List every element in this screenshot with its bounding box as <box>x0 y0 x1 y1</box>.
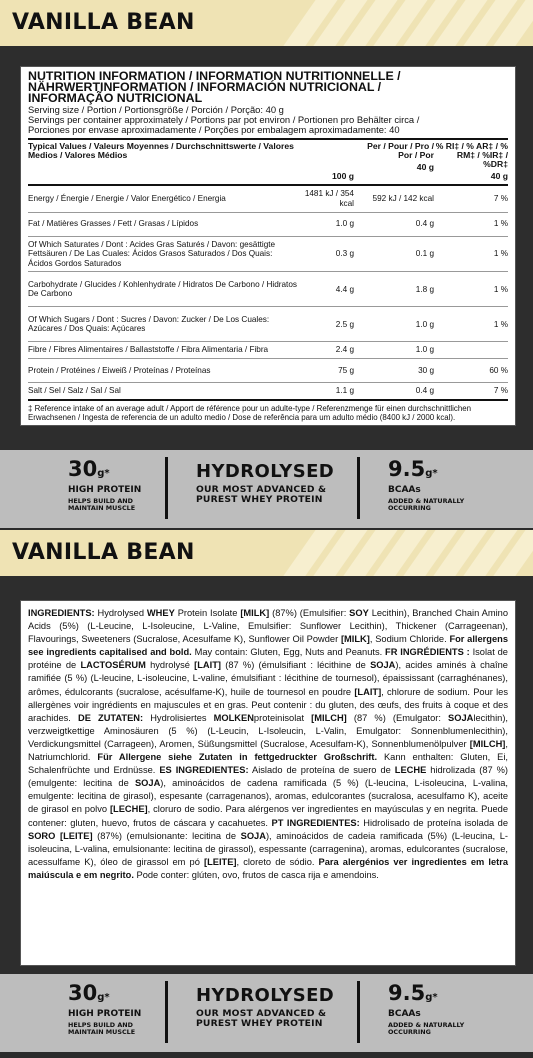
bcaa-badge: 9.5g* BCAAs ADDED & NATURALLY OCCURRING <box>388 457 465 513</box>
ingredient-bold-run: For allergens see ingredients capitalised and bold. <box>28 634 508 658</box>
ingredient-bold-run: SOJA <box>448 712 474 723</box>
hydrolysed-badge: HYDROLYSED OUR MOST ADVANCED & PUREST WHEY PROTEIN <box>196 985 335 1030</box>
ingredient-run: Kann enthalten: Gluten, Ei, Schalenfrüchte und Erdnüsse. <box>28 752 508 776</box>
heading-line: NÄHRWERTINFORMATION / INFORMACIÓN NUTRICIONAL / <box>28 80 382 94</box>
heading-line: INFORMAÇÃO NUTRICIONAL <box>28 91 203 105</box>
ingredient-run: , Sodium Chloride. <box>369 634 450 645</box>
table-row: Salt / Sel / Salz / Sal / Sal 1.1 g 0.4 g 7 % <box>28 382 508 399</box>
ingredient-run: (87 %) (Emulgator: <box>346 712 449 723</box>
nutrition-table <box>28 140 508 401</box>
nutrition-table-box <box>20 66 516 426</box>
serving-info <box>28 105 508 136</box>
ingredient-bold-run: DE ZUTATEN: <box>78 712 144 723</box>
ingredient-bold-run: [MILCH] <box>469 738 506 749</box>
ingredient-run: (87%) (Emulsifier: <box>269 608 350 618</box>
ingredient-bold-run: LECHE <box>394 765 427 776</box>
badge-strip <box>0 450 533 528</box>
ingredient-run: (87 %) (émulsifiant : lécithine de <box>221 660 371 671</box>
nutrition-heading <box>28 71 508 104</box>
ingredient-bold-run: INGREDIENTS: <box>28 608 95 618</box>
ingredient-run: Isolat de protéine de <box>28 647 508 671</box>
ingredient-bold-run: ES INGREDIENTES: <box>159 765 249 776</box>
ingredients-text <box>28 607 508 882</box>
ingredient-bold-run: [LECHE] <box>109 804 148 815</box>
table-row: Energy / Énergie / Energie / Valor Energético / Energia 1481 kJ / 354 kcal 592 kJ / 142 kcal 7 % <box>28 185 508 212</box>
ingredient-run: , cloreto de sódio. <box>236 856 319 867</box>
serving-line: Servings per container approximately / Portions par pot environ / Portionen pro Behälter circa / <box>28 114 420 126</box>
ingredient-bold-run: MOLKEN <box>213 712 254 723</box>
ingredient-bold-run: [LEITE] <box>203 856 237 867</box>
table-row: Protein / Protéines / Eiweiß / Proteínas / Proteínas 75 g 30 g 60 % <box>28 358 508 382</box>
ingredient-run: , cloruro de sodio. Para alérgenos ver ingredientes en mayúsculas y en negrita. Puede contener: gluten, huevo, frutos de cáscara y cacahuetes. <box>28 804 508 828</box>
ingredient-bold-run: WHEY <box>146 608 175 618</box>
header-ri: % RI‡ / % AR‡ / % RM‡ / %IR‡ / %DR‡ 40 g <box>435 140 508 182</box>
hydrolysed-badge: HYDROLYSED OUR MOST ADVANCED & PUREST WHEY PROTEIN <box>196 461 335 506</box>
ingredient-run: lecithin), verzweigtkettige Aminosäuren (5 %) (L-Leucin, L-Isoleucin, L-Valin, Emulgator: Sonnenblumenlecithin), Verdickungsmittel (Carrageen), Aromen, Süßungsmittel (Sucralose, Acesulfam-K), Sonnenblumenölpulver <box>28 712 508 749</box>
ingredient-run: proteinisolat <box>253 712 312 723</box>
ingredient-run: Hidrolisado de proteína isolada de <box>359 817 508 828</box>
bcaa-badge: 9.5g* BCAAs ADDED & NATURALLY OCCURRING <box>388 981 465 1037</box>
ingredient-bold-run: [MILK] <box>340 634 370 645</box>
ingredient-run: Hydrolisiertes <box>143 712 214 723</box>
title-banner <box>0 530 533 576</box>
ingredient-run: Protein Isolate <box>174 608 241 618</box>
title-banner <box>0 0 533 46</box>
ingredients-box <box>20 600 516 966</box>
ingredient-run: Pode conter: glúten, ovo, frutos de casca rija e amendoins. <box>133 869 379 880</box>
header-per-40g: Per / Pour / Pro / Por / Por 40 g <box>367 140 434 173</box>
ingredient-run: , chlorure de sodium. Pour les allergènes voir ingrédients en majuscules et en gras. Peut contenir : du gluten, des œufs, des fruits à coque et des arachides. <box>28 686 508 723</box>
ingredient-run: May contain: Gluten, Egg, Nuts and Peanuts. <box>191 647 386 658</box>
badge-strip <box>0 974 533 1052</box>
ingredient-bold-run: PT INGREDIENTES: <box>271 817 360 828</box>
header-typical-values: Typical Values / Valeurs Moyennes / Durchschnittswerte / Valores Medios / Valores Médios <box>28 140 294 160</box>
ingredient-bold-run: [MILCH] <box>311 712 347 723</box>
ingredient-bold-run: [LAIT] <box>194 660 222 671</box>
protein-badge: 30g* HIGH PROTEIN HELPS BUILD AND MAINTAIN MUSCLE <box>68 457 142 513</box>
ingredient-run: ), aminoácidos de cadena ramificada (5 %) (L-leucina, L-isoleucina, L-valina, emulgente: lecitina de girasol), espesante (carragenanos), aromas, edulcorantes (sucralosa, acesulfamo K), aceite de girasol en polvo <box>28 778 509 815</box>
ingredient-run: hydrolysé <box>145 660 195 671</box>
table-row: Fat / Matières Grasses / Fett / Grasas / Lípidos 1.0 g 0.4 g 1 % <box>28 212 508 236</box>
ingredient-bold-run: [LAIT] <box>354 686 382 697</box>
product-title: VANILLA BEAN <box>12 540 195 565</box>
header-per-100g: 100 g <box>332 171 354 182</box>
table-row: Of Which Sugars / Dont : Sucres / Davon: Zucker / De Los Cuales: Azúcares / Dos Quais: Açúcares 2.5 g 1.0 g 1 % <box>28 307 508 342</box>
table-header <box>28 140 508 186</box>
ingredient-run: hidrolizada (87 %) (emulgente: lecitina de <box>28 765 508 789</box>
table-row: Of Which Saturates / Dont : Acides Gras Saturés / Davon: gesättigte Fettsäuren / De Las Cuales: Ácidos Grasos Saturados / Dos Quais: Ácidos Gordos Saturados 0.3 g 0.1 g 1 % <box>28 236 508 272</box>
ingredient-bold-run: [MILK] <box>240 608 270 618</box>
protein-badge: 30g* HIGH PROTEIN HELPS BUILD AND MAINTAIN MUSCLE <box>68 981 142 1037</box>
ingredient-bold-run: [LEITE] <box>60 830 93 841</box>
ingredient-bold-run: SOJA <box>134 778 161 789</box>
product-title: VANILLA BEAN <box>12 10 195 35</box>
serving-line: Serving size / Portion / Portionsgröße / Porción / Porção: 40 g <box>28 104 284 115</box>
reference-footnote: ‡ Reference intake of an average adult / Apport de référence pour un adulte-type / Referenzmenge für einen durchschnittlichen Erwachsenen / Ingesta de referencia de un adulto medio / Dose de referência para um adulto médio (8400 kJ / 2000 kcal). <box>28 403 472 423</box>
ingredient-bold-run: FR INGRÉDIENTS : <box>385 647 470 658</box>
ingredient-bold-run: SOJA <box>370 660 396 671</box>
ingredient-run: Lecithin), Branched Chain Amino Acids (5%) (L-Leucine, L-Isoleucine, L-Valine, Emulsifier: Sunflower Lecithin), Thickener (Carrageenan), Flavourings, Sweeteners (Sucralose, Acesulfame K), Sunflower Oil Powder <box>28 608 508 645</box>
ingredient-run: Hydrolysed <box>94 608 147 618</box>
ingredient-run: ), acides aminés à chaîne ramifiée (5 %) (L-leucine, L-isoleucine, L-valine, émulsifiant : lécithine de tournesol), épaississant (carraghénanes), arômes, édulcorants (sucralose, acésulfame-K), huile de tournesol en poudre <box>28 660 508 697</box>
ingredient-bold-run: SOY <box>349 608 369 618</box>
ingredient-run: ), aminoácidos de cadeia ramificada (5%) (L-leucina, L-isoleucina, L-valina, emulsionante: lecitina de girassol), espessante (carragenina), aromas, edulcorantes (sucralose, acessulfame K), óleo de girassol em pó <box>28 830 508 867</box>
ingredient-bold-run: SORO <box>28 830 56 841</box>
serving-line: Porciones por envase aproximadamente / Porções por embalagem aproximadamente: 40 <box>28 124 400 136</box>
ingredient-run: , Natriumchlorid. <box>28 738 508 763</box>
ingredient-bold-run: Para alergénios ver ingredientes em letra maiúscula e em negrito. <box>28 856 509 880</box>
ingredient-run: Aislado de proteína de suero de <box>248 765 395 776</box>
heading-line: NUTRITION INFORMATION / INFORMATION NUTRITIONNELLE / <box>28 69 401 83</box>
table-row: Fibre / Fibres Alimentaires / Ballaststoffe / Fibra Alimentaria / Fibra 2.4 g 1.0 g <box>28 342 508 359</box>
ingredient-run: (87%) (emulsionante: lecitina de <box>92 830 241 841</box>
ingredient-bold-run: SOJA <box>240 830 266 841</box>
ingredient-bold-run: Für Allergene siehe Zutaten in fettgedruckter Großschrift. <box>97 752 378 763</box>
ingredient-bold-run: LACTOSÉRUM <box>80 660 146 671</box>
table-row: Carbohydrate / Glucides / Kohlenhydrate / Hidratos De Carbono / Hidratos De Carbono 4.4 g 1.8 g 1 % <box>28 272 508 307</box>
